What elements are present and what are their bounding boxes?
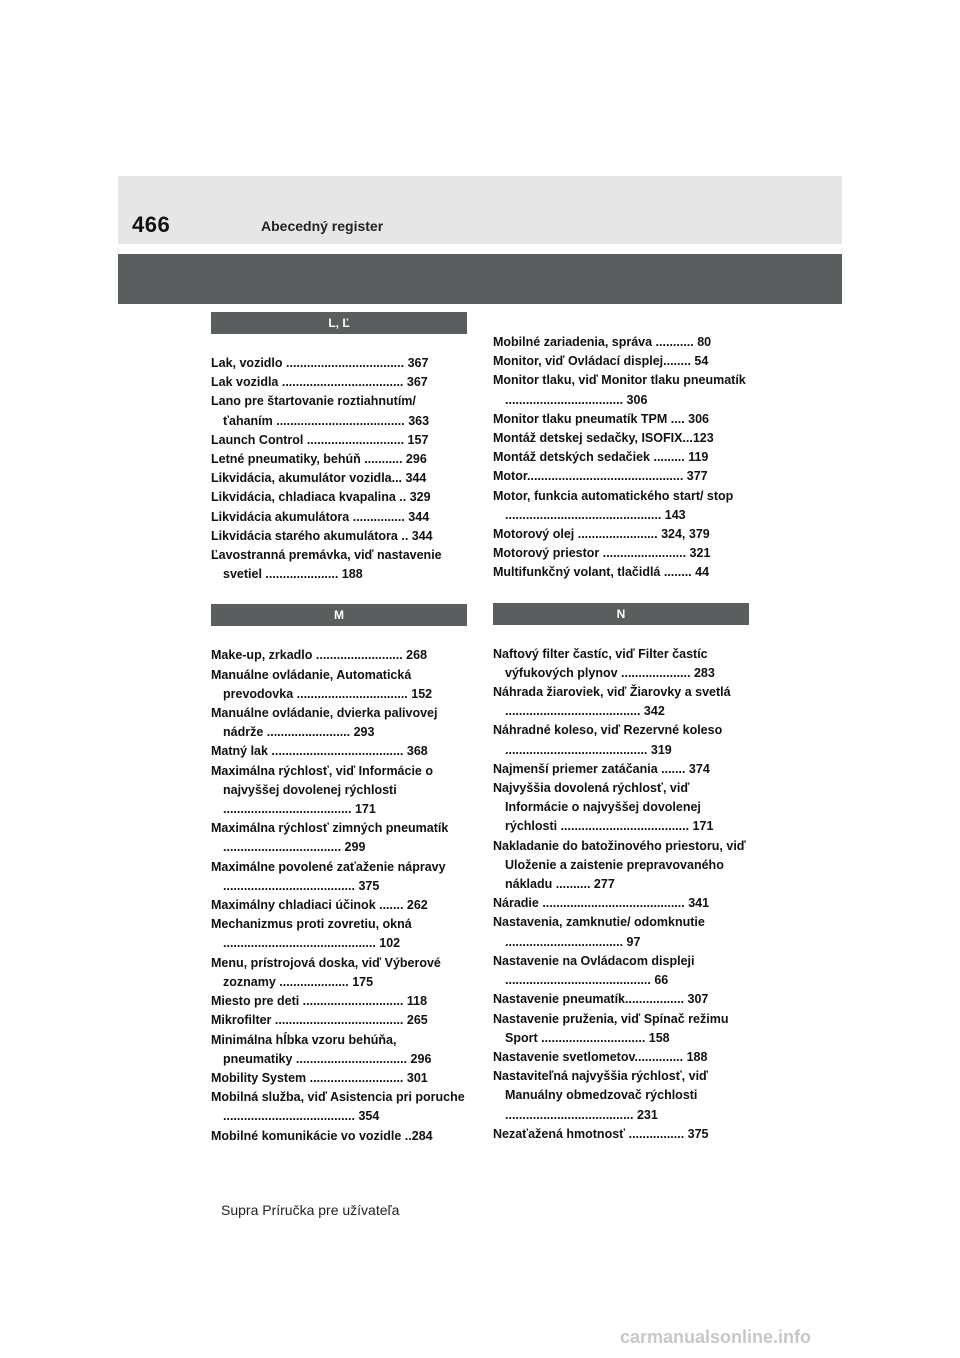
index-entry: Nastavenie na Ovládacom displeji .......................................... 66	[493, 953, 695, 988]
index-entry: Montáž detskej sedačky, ISOFIX...123	[493, 431, 714, 446]
index-entry: Motor............................................. 377	[493, 469, 708, 484]
index-entry: Motor, funkcia automatického start/ stop ............................................. 143	[493, 488, 734, 522]
index-entry: Náradie ......................................... 341	[493, 896, 710, 911]
index-entry: Mobility System ........................... 301	[211, 1070, 428, 1085]
watermark: carmanualsonline.info	[620, 1327, 812, 1347]
index-entry: Náhrada žiaroviek, viď Žiarovky a svetlá ....................................... 342	[493, 685, 731, 719]
index-entry: Lano pre štartovanie roztiahnutím/ ťahaním ..................................... 363	[211, 394, 430, 428]
index-entry: Monitor, viď Ovládací displej........ 54	[493, 354, 709, 369]
index-entry: Manuálne ovládanie, dvierka palivovej nádrže ........................ 293	[211, 706, 438, 740]
index-entry: Maximálne povolené zaťaženie nápravy ...................................... 375	[211, 859, 446, 893]
index-entry: Manuálne ovládanie, Automatická prevodovka ................................ 152	[211, 667, 433, 701]
footer-text: Supra Príručka pre užívateľa	[221, 1202, 400, 1218]
index-entry: Maximálna rýchlosť, viď Informácie o najvyššej dovolenej rýchlosti ..................................... 171	[211, 763, 433, 817]
index-entry: Nakladanie do batožinového priestoru, viď Uloženie a zaistenie prepravovaného nákladu .......... 277	[493, 838, 746, 892]
index-entry: Naftový filter častíc, viď Filter častíc výfukových plynov .................... 283	[493, 646, 715, 680]
section-header: L, Ľ	[211, 312, 467, 334]
index-entry: Maximálny chladiaci účinok ....... 262	[211, 898, 428, 913]
index-entry: Letné pneumatiky, behúň ........... 296	[211, 452, 427, 467]
index-entry: Monitor tlaku pneumatík TPM .... 306	[493, 411, 710, 426]
page-title: Abecedný register	[261, 218, 384, 234]
index-entry: Nastavenie svetlometov.............. 188	[493, 1049, 708, 1064]
index-entry: Motorový olej ....................... 324, 379	[493, 527, 710, 542]
index-entry: Nastavenia, zamknutie/ odomknutie .................................. 97	[493, 915, 705, 949]
index-entry: Lak, vozidlo .................................. 367	[211, 356, 429, 370]
index-entry: Likvidácia, chladiaca kvapalina .. 329	[211, 490, 431, 505]
index-entry: Multifunkčný volant, tlačidlá ........ 44	[493, 565, 710, 580]
index-entry: Lak vozidla ................................... 367	[211, 375, 428, 390]
index-entry: Miesto pre deti ............................. 118	[211, 994, 428, 1009]
index-entry: Matný lak ...................................... 368	[211, 744, 428, 759]
index-entry: Minimálna hĺbka vzoru behúňa, pneumatiky ................................ 296	[211, 1032, 432, 1066]
index-entry: Mobilné komunikácie vo vozidle ..284	[211, 1128, 433, 1143]
index-column-right	[493, 333, 749, 1144]
index-entry: Montáž detských sedačiek ......... 119	[493, 450, 709, 465]
index-entry: Nastavenie pruženia, viď Spínač režimu Sport .............................. 158	[493, 1011, 729, 1045]
index-entry: Mobilné zariadenia, správa ........... 80	[493, 335, 712, 349]
section-header: N	[493, 603, 749, 625]
header-band	[118, 176, 842, 244]
page-number: 466	[132, 212, 171, 237]
index-column-left	[211, 312, 467, 1146]
index-entry: Make-up, zrkadlo ......................... 268	[211, 648, 428, 663]
header-dark-bar	[118, 254, 842, 304]
index-entry: Mikrofilter ..................................... 265	[211, 1013, 428, 1028]
index-entry: Mobilná služba, viď Asistencia pri poruche ...................................... 354	[211, 1090, 465, 1124]
index-entry: Nezaťažená hmotnosť ................ 375	[493, 1126, 709, 1141]
index-entry: Monitor tlaku, viď Monitor tlaku pneumatík .................................. 306	[493, 373, 746, 407]
index-entry: Maximálna rýchlosť zimných pneumatík .................................. 299	[211, 821, 449, 855]
index-entry: Launch Control ............................ 157	[211, 432, 429, 447]
index-entry: Likvidácia akumulátora ............... 344	[211, 509, 430, 524]
index-entry: Menu, prístrojová doska, viď Výberové zoznamy .................... 175	[211, 955, 441, 989]
index-entry: Likvidácia starého akumulátora .. 344	[211, 528, 433, 543]
index-entry: Náhradné koleso, viď Rezervné koleso ......................................... 319	[493, 723, 723, 757]
index-entry: Nastavenie pneumatík................. 307	[493, 992, 709, 1007]
index-entry: Ľavostranná premávka, viď nastavenie svetiel ..................... 188	[211, 548, 442, 582]
section-header: M	[211, 604, 467, 626]
index-entry: Najmenší priemer zatáčania ....... 374	[493, 761, 710, 776]
index-entry: Najvyššia dovolená rýchlosť, viď Informácie o najvyššej dovolenej rýchlosti ..................................... 171	[493, 781, 714, 834]
index-entry: Nastaviteľná najvyššia rýchlosť, viď Manuálny obmedzovač rýchlosti ..................................... 231	[493, 1069, 709, 1122]
index-entry: Mechanizmus proti zovretiu, okná ............................................ 102	[211, 917, 412, 951]
index-entry: Motorový priestor ........................ 321	[493, 546, 711, 561]
index-entry: Likvidácia, akumulátor vozidla... 344	[211, 471, 427, 486]
